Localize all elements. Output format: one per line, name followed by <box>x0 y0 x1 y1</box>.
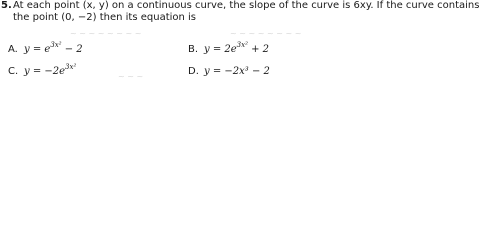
question-line-1 <box>1 0 479 12</box>
question-number: 5. <box>1 0 12 11</box>
answer-choice-b[interactable] <box>188 38 269 57</box>
choice-expression: $y = 2e^{3x^2} + 2$ <box>204 41 269 55</box>
answer-choice-d[interactable] <box>188 60 270 79</box>
choice-letter: B. <box>188 44 199 55</box>
bleed-through-mark: ~ ~ ~ ~ ~ ~ ~ ~ <box>70 29 142 38</box>
choice-expression: $y = -2e^{3x^2}$ <box>24 63 77 77</box>
choice-letter: C. <box>8 66 19 77</box>
bleed-through-mark: ~ ~ ~ <box>118 72 144 81</box>
choice-expression: $y = e^{3x^2} - 2$ <box>24 41 83 55</box>
question-block <box>1 0 479 24</box>
answer-choice-a[interactable] <box>8 38 83 57</box>
question-text-line-2: the point (0, −2) then its equation is <box>13 12 197 23</box>
choice-expression: y = −2x³ − 2 <box>204 66 270 77</box>
choice-letter: D. <box>188 66 199 77</box>
answer-choice-c[interactable] <box>8 60 76 79</box>
choice-letter: A. <box>8 44 18 55</box>
bleed-through-mark: ~ ~ ~ ~ ~ ~ ~ ~ <box>230 29 302 38</box>
question-text-line-1: At each point (x, y) on a continuous curve, the slope of the curve is 6xy. If the curve contains <box>13 0 479 11</box>
